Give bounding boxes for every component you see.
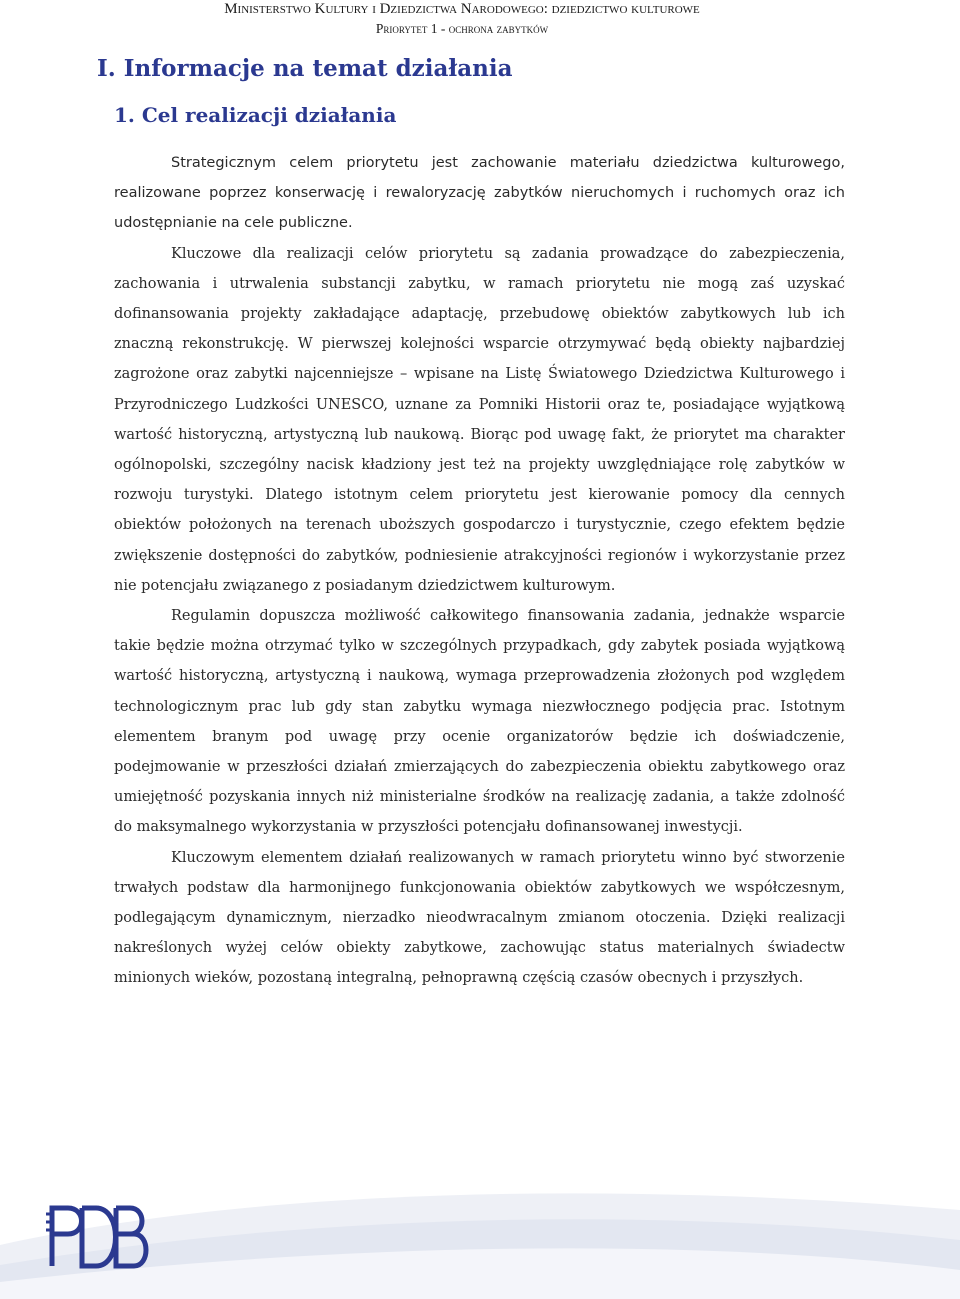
paragraph-strategic-goal: Strategicznym celem priorytetu jest zachowanie materiału dziedzictwa kulturowego, realizowane poprzez konserwację i rewaloryzację zabytków nieruchomych i ruchomych oraz ich udostępnianie na cele publiczne.	[114, 155, 845, 232]
paragraph-key-tasks: Kluczowe dla realizacji celów priorytetu są zadania prowadzące do zabezpieczenia, zachowania i utrwalenia substancji zabytku, w ramach priorytetu nie mogą zaś uzyskać dofinansowania projekty zakładające adaptację, przebudowę obiektów zabytkowych lub ich znaczną rekonstrukcję. W pierwszej kolejności wsparcie otrzymywać będą obiekty najbardziej zagrożone oraz zabytki najcenniejsze – wpisane na Listę Światowego Dziedzictwa Kulturowego i Przyrodniczego Ludzkości UNESCO, uznane za Pomniki Historii oraz te, posiadające wyjątkową wartość historyczną, artystyczną lub naukową. Biorąc pod uwagę fakt, że priorytet ma charakter ogólnopolski, szczególny nacisk kładziony jest też na projekty uwzględniające rolę zabytków w rozwoju turystyki. Dlatego istotnym celem priorytetu jest kierowanie pomocy dla cennych obiektów położonych na terenach uboższych gospodarczo i turystycznie, czego efektem będzie zwiększenie dostępności do zabytków, podniesienie atrakcyjności regionów i wykorzystanie przez nie potencjału związanego z posiadanym dziedzictwem kulturowym.	[114, 245, 845, 594]
page-header	[162, 0, 762, 38]
paragraph-regulations: Regulamin dopuszcza możliwość całkowitego finansowania zadania, jednakże wsparcie takie będzie można otrzymać tylko w szczególnych przypadkach, gdy zabytek posiada wyjątkową wartość historyczną, artystyczną i naukową, wymaga przeprowadzenia złożonych pod względem technologicznym prac lub gdy stan zabytku wymaga niezwłocznego podjęcia prac. Istotnym elementem branym pod uwagę przy ocenie organizatorów będzie ich doświadczenie, podejmowanie w przeszłości działań zmierzających do zabezpieczenia obiektu zabytkowego oraz umiejętność pozyskania innych niż ministerialne środków na realizację zadania, a także zdolność do maksymalnego wykorzystania w przyszłości potencjału dofinansowanej inwestycji.	[114, 608, 845, 836]
pdb-logo-icon	[46, 1200, 150, 1270]
paragraph-key-element: Kluczowym elementem działań realizowanych w ramach priorytetu winno być stworzenie trwałych podstaw dla harmonijnego funkcjonowania obiektów zabytkowych we współczesnym, podlegającym dynamicznym, nierzadko nieodwracalnym zmianom otoczenia. Dzięki realizacji nakreślonych wyżej celów obiekty zabytkowe, zachowując status materialnych świadectw minionych wieków, pozostaną integralną, pełnoprawną częścią czasów obecnych i przyszłych.	[114, 849, 845, 987]
body-text	[114, 148, 845, 994]
section-title: I. Informacje na temat działania	[97, 55, 513, 82]
subsection-title: 1. Cel realizacji działania	[114, 103, 397, 127]
header-ministry-line: Ministerstwo Kultury i Dziedzictwa Narodowego: dziedzictwo kulturowe	[224, 1, 700, 17]
header-priority-line: Priorytet 1 - ochrona zabytków	[375, 21, 549, 36]
